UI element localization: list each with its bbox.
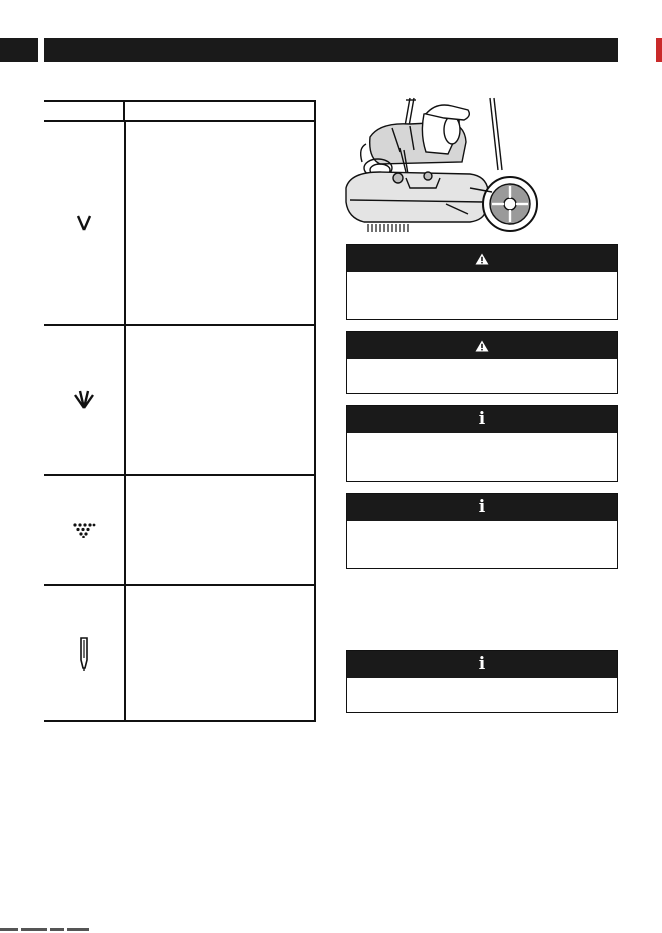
wide-spray-icon xyxy=(72,389,96,411)
table-row xyxy=(44,122,316,326)
table-row xyxy=(44,326,316,476)
warning-notice xyxy=(346,244,618,320)
section-tab xyxy=(0,38,38,62)
info-icon: i xyxy=(478,654,486,674)
pressure-washer-filling-icon xyxy=(340,92,540,247)
table-row xyxy=(44,476,316,586)
info-icon: i xyxy=(478,497,486,517)
warning-triangle-icon xyxy=(475,253,489,265)
spray-lance-icon xyxy=(78,636,90,672)
info-notice xyxy=(346,493,618,569)
nozzle-table xyxy=(44,100,316,722)
table-header xyxy=(44,100,316,122)
info-icon: i xyxy=(478,409,486,429)
warning-notice xyxy=(346,331,618,394)
narrow-spray-icon xyxy=(74,213,94,233)
soap-spray-icon xyxy=(72,522,96,538)
info-notice xyxy=(346,650,618,713)
page-header-bar xyxy=(44,38,618,62)
page-edge-marker xyxy=(656,38,662,62)
info-notice xyxy=(346,405,618,482)
table-row xyxy=(44,586,316,722)
footer-text-fragment xyxy=(0,928,120,933)
warning-triangle-icon xyxy=(475,340,489,352)
